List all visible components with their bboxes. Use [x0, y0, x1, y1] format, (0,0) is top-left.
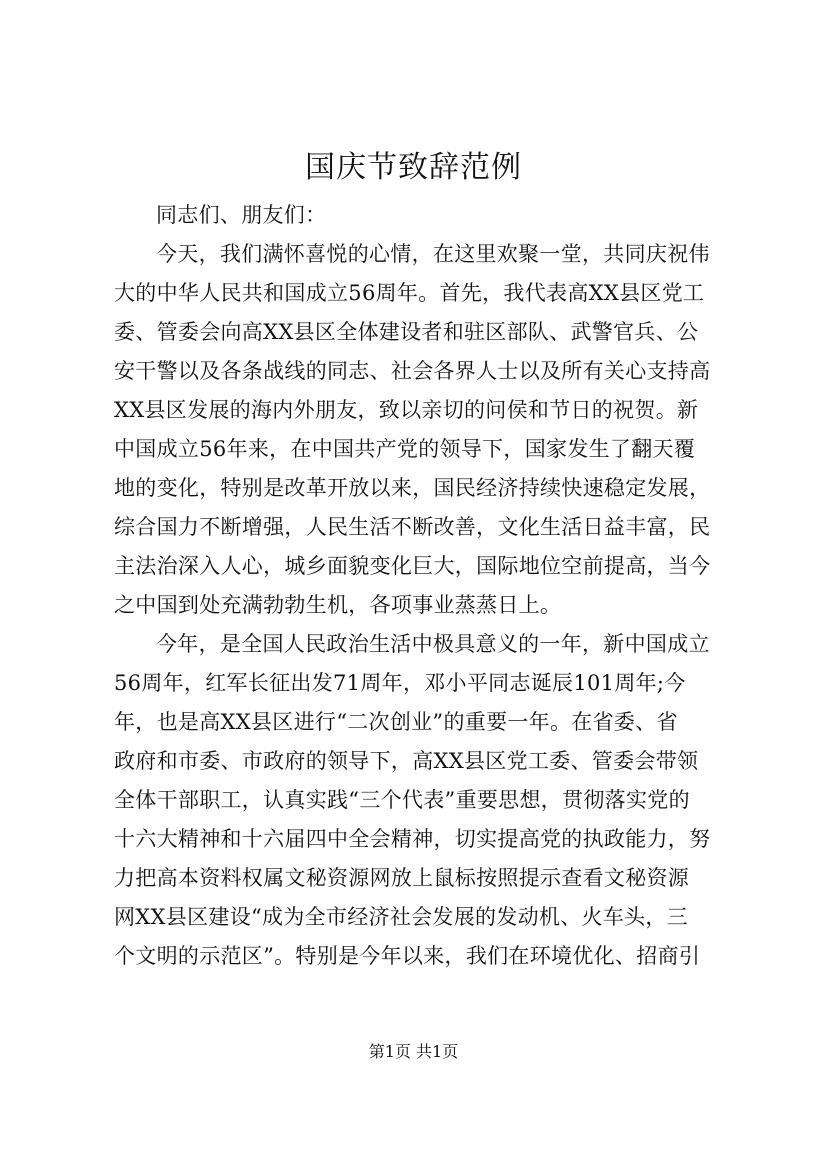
page-number-footer: 第1页 共1页: [368, 1042, 459, 1061]
salutation-line: 同志们、朋友们：: [156, 203, 327, 227]
paragraph-line: 委、管委会向高XX县区全体建设者和驻区部队、武警官兵、公: [114, 320, 699, 344]
paragraph-line: XX县区发展的海内外朋友，致以亲切的问侯和节日的祝贺。新: [114, 398, 699, 422]
paragraph-line: 力把高本资料权属文秘资源网放上鼠标按照提示查看文秘资源: [114, 866, 690, 890]
paragraph-line: 安干警以及各条战线的同志、社会各界人士以及所有关心支持高: [114, 359, 711, 383]
document-body: [114, 196, 738, 976]
paragraph-line: 主法治深入人心，城乡面貌变化巨大，国际地位空前提高，当今: [114, 554, 711, 578]
paragraph-line: 56周年，红军长征出发71周年，邓小平同志诞辰101周年;今: [114, 671, 686, 695]
paragraph-line: 今天，我们满怀喜悦的心情，在这里欢聚一堂，共同庆祝伟: [156, 242, 710, 266]
document-title: 国庆节致辞范例: [305, 150, 522, 185]
paragraph-line: 政府和市委、市政府的领导下，高XX县区党工委、管委会带领: [114, 749, 699, 773]
paragraph-line: 综合国力不断增强，人民生活不断改善，文化生活日益丰富，民: [114, 515, 711, 539]
paragraph-line: 中国成立56年来，在中国共产党的领导下，国家发生了翻天覆: [114, 437, 696, 461]
paragraph-line: 十六大精神和十六届四中全会精神，切实提高党的执政能力，努: [114, 827, 711, 851]
paragraph-line: 之中国到处充满勃勃生机，各项事业蒸蒸日上。: [114, 593, 562, 617]
paragraph-line: 全体干部职工，认真实践“三个代表”重要思想，贯彻落实党的: [114, 788, 690, 812]
paragraph-line: 个文明的示范区”。特别是今年以来，我们在环境优化、招商引: [114, 944, 701, 968]
paragraph-line: 大的中华人民共和国成立56周年。首先，我代表高XX县区党工: [114, 281, 705, 305]
paragraph-line: 网XX县区建设“成为全市经济社会发展的发动机、火车头，三: [114, 905, 689, 929]
paragraph-line: 地的变化，特别是改革开放以来，国民经济持续快速稳定发展，: [114, 476, 711, 500]
paragraph-line: 年，也是高XX县区进行“二次创业”的重要一年。在省委、省: [114, 710, 678, 734]
paragraph-line: 今年，是全国人民政治生活中极具意义的一年，新中国成立: [156, 632, 710, 656]
